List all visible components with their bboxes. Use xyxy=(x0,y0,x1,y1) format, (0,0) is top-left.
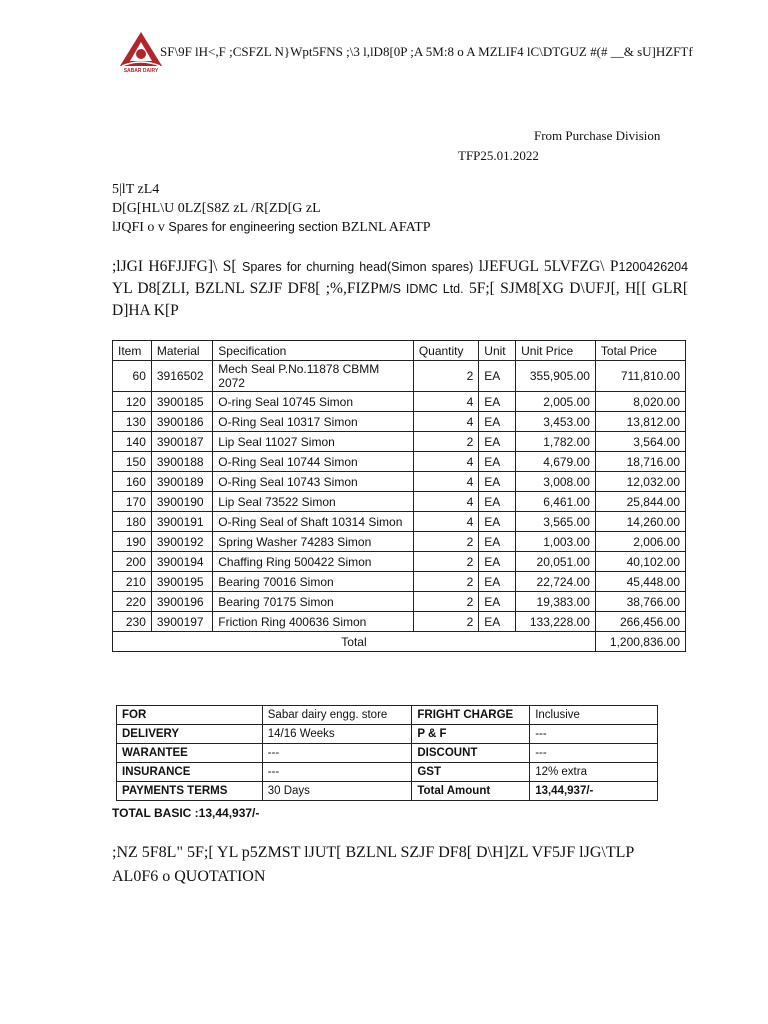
cell-material-code: 3900194 xyxy=(151,552,212,572)
cell-quantity: 4 xyxy=(413,512,478,532)
cell-unit-price: 355,905.00 xyxy=(516,361,596,392)
total-value: 1,200,836.00 xyxy=(595,632,685,652)
cell-quantity: 4 xyxy=(413,412,478,432)
from-division: From Purchase Division xyxy=(534,128,661,143)
term-value: Sabar dairy engg. store xyxy=(262,706,412,725)
cell-total-price: 18,716.00 xyxy=(595,452,685,472)
address-line-2: D[G[HL\U 0LZ[S8Z zL /R[ZD[G zL xyxy=(112,201,321,216)
term-label: DELIVERY xyxy=(117,725,263,744)
cell-quantity: 4 xyxy=(413,392,478,412)
para-part-4: YL D8[ZLI, BZLNL SZJF DF8[ ;%,FIZP xyxy=(112,280,379,297)
cell-total-price: 25,844.00 xyxy=(595,492,685,512)
term-label: PAYMENTS TERMS xyxy=(117,782,263,801)
term-label: INSURANCE xyxy=(117,763,263,782)
cell-quantity: 2 xyxy=(413,572,478,592)
cell-unit: EA xyxy=(479,592,516,612)
cell-unit: EA xyxy=(479,452,516,472)
cell-item-no: 220 xyxy=(113,592,152,612)
col-header-total-price: Total Price xyxy=(595,341,685,361)
cell-item-no: 200 xyxy=(113,552,152,572)
cell-total-price: 38,766.00 xyxy=(595,592,685,612)
term-value: 14/16 Weeks xyxy=(262,725,412,744)
cell-total-price: 3,564.00 xyxy=(595,432,685,452)
cell-material-code: 3900191 xyxy=(151,512,212,532)
cell-specification: O-Ring Seal of Shaft 10314 Simon xyxy=(213,512,414,532)
cell-specification: Lip Seal 11027 Simon xyxy=(213,432,414,452)
cell-item-no: 140 xyxy=(113,432,152,452)
cell-unit-price: 6,461.00 xyxy=(516,492,596,512)
cell-unit-price: 19,383.00 xyxy=(516,592,596,612)
table-row xyxy=(113,532,686,552)
cell-material-code: 3900185 xyxy=(151,392,212,412)
cell-quantity: 2 xyxy=(413,361,478,392)
col-header-unit-price: Unit Price xyxy=(516,341,596,361)
cell-material-code: 3900192 xyxy=(151,532,212,552)
cell-quantity: 2 xyxy=(413,592,478,612)
term-value: 30 Days xyxy=(262,782,412,801)
term-value: 13,44,937/- xyxy=(530,782,658,801)
cell-quantity: 4 xyxy=(413,472,478,492)
items-table xyxy=(112,340,686,652)
total-label: Total xyxy=(113,632,596,652)
cell-material-code: 3900186 xyxy=(151,412,212,432)
term-label: GST xyxy=(412,763,530,782)
cell-quantity: 4 xyxy=(413,492,478,512)
term-label: WARANTEE xyxy=(117,744,263,763)
col-header-quantity: Quantity xyxy=(413,341,478,361)
total-basic: TOTAL BASIC :13,44,937/- xyxy=(112,806,260,820)
cell-unit: EA xyxy=(479,392,516,412)
table-row xyxy=(113,432,686,452)
cell-item-no: 230 xyxy=(113,612,152,632)
cell-item-no: 130 xyxy=(113,412,152,432)
cell-specification: O-Ring Seal 10317 Simon xyxy=(213,412,414,432)
cell-total-price: 13,812.00 xyxy=(595,412,685,432)
cell-material-code: 3900188 xyxy=(151,452,212,472)
cell-total-price: 45,448.00 xyxy=(595,572,685,592)
cell-unit-price: 133,228.00 xyxy=(516,612,596,632)
logo-caption: SABAR DAIRY xyxy=(123,68,159,74)
items-total-row xyxy=(113,632,686,652)
cell-specification: Chaffing Ring 500422 Simon xyxy=(213,552,414,572)
cell-item-no: 180 xyxy=(113,512,152,532)
po-number: 1200426204 xyxy=(618,260,689,274)
table-row xyxy=(117,725,658,744)
cell-specification: Bearing 70016 Simon xyxy=(213,572,414,592)
cell-total-price: 40,102.00 xyxy=(595,552,685,572)
cell-unit-price: 2,005.00 xyxy=(516,392,596,412)
table-row xyxy=(117,706,658,725)
cell-material-code: 3900195 xyxy=(151,572,212,592)
cell-quantity: 2 xyxy=(413,532,478,552)
cell-unit: EA xyxy=(479,552,516,572)
cell-material-code: 3900189 xyxy=(151,472,212,492)
vendor-name: M/S IDMC Ltd. xyxy=(378,282,464,296)
cell-unit: EA xyxy=(479,512,516,532)
cell-unit-price: 1,003.00 xyxy=(516,532,596,552)
table-row xyxy=(113,512,686,532)
cell-total-price: 14,260.00 xyxy=(595,512,685,532)
cell-unit-price: 3,453.00 xyxy=(516,412,596,432)
term-value: --- xyxy=(262,744,412,763)
table-row xyxy=(113,572,686,592)
term-value: --- xyxy=(530,744,658,763)
cell-unit-price: 3,008.00 xyxy=(516,472,596,492)
para-part-1: ;lJGI H6FJJFG]\ S[ xyxy=(112,258,237,275)
cell-unit: EA xyxy=(479,412,516,432)
table-row xyxy=(113,592,686,612)
cell-specification: O-Ring Seal 10744 Simon xyxy=(213,452,414,472)
cell-unit-price: 20,051.00 xyxy=(516,552,596,572)
cell-item-no: 210 xyxy=(113,572,152,592)
cell-unit-price: 1,782.00 xyxy=(516,432,596,452)
para-part-5: 5F;[ SJM8[XG D\UFJ[, H[[ GLR[ D]HA K[P xyxy=(112,280,688,319)
col-header-material: Material xyxy=(151,341,212,361)
header-address-line: SF\9F lH<,F ;CSFZL N}Wpt5FNS ;\3 l,lD8[0P ;A 5M:8 o A MZLIF4 lC\DTGUZ #(# __& sU]HZFTf xyxy=(160,44,693,59)
cell-unit: EA xyxy=(479,532,516,552)
cell-total-price: 266,456.00 xyxy=(595,612,685,632)
table-row xyxy=(113,452,686,472)
col-header-specification: Specification xyxy=(213,341,414,361)
cell-item-no: 160 xyxy=(113,472,152,492)
cell-quantity: 2 xyxy=(413,552,478,572)
cell-total-price: 2,006.00 xyxy=(595,532,685,552)
cell-specification: Friction Ring 400636 Simon xyxy=(213,612,414,632)
para-part-2: Spares for churning head(Simon spares) xyxy=(241,260,474,274)
term-value: Inclusive xyxy=(530,706,658,725)
cell-total-price: 8,020.00 xyxy=(595,392,685,412)
cell-quantity: 4 xyxy=(413,452,478,472)
body-paragraph xyxy=(112,256,688,322)
table-row xyxy=(113,412,686,432)
cell-material-code: 3916502 xyxy=(151,361,212,392)
cell-material-code: 3900197 xyxy=(151,612,212,632)
table-row xyxy=(113,492,686,512)
term-value: 12% extra xyxy=(530,763,658,782)
term-label: Total Amount xyxy=(412,782,530,801)
para-part-3: lJEFUGL 5LVFZG\ P xyxy=(478,258,619,275)
subject-line xyxy=(112,220,431,236)
table-row xyxy=(113,612,686,632)
cell-specification: Mech Seal P.No.11878 CBMM 2072 xyxy=(213,361,414,392)
col-header-item: Item xyxy=(113,341,152,361)
subject-tail: BZLNL AFATP xyxy=(341,220,431,235)
cell-item-no: 60 xyxy=(113,361,152,392)
cell-material-code: 3900190 xyxy=(151,492,212,512)
cell-material-code: 3900196 xyxy=(151,592,212,612)
reference-date: TFP25.01.2022 xyxy=(458,148,539,163)
subject-prefix: lJQFI o v xyxy=(112,220,165,235)
cell-total-price: 12,032.00 xyxy=(595,472,685,492)
table-row xyxy=(117,744,658,763)
sabar-dairy-logo xyxy=(116,30,166,76)
cell-unit: EA xyxy=(479,361,516,392)
closing-line-2: AL0F6 o QUOTATION xyxy=(112,868,266,885)
term-value: --- xyxy=(530,725,658,744)
logo-emblem-icon xyxy=(116,30,166,70)
term-label: DISCOUNT xyxy=(412,744,530,763)
cell-specification: Spring Washer 74283 Simon xyxy=(213,532,414,552)
closing-line-1: ;NZ 5F8L" 5F;[ YL p5ZMST lJUT[ BZLNL SZJF DF8[ D\H]ZL VF5JF lJG\TLP xyxy=(112,844,635,861)
table-row xyxy=(117,763,658,782)
cell-specification: O-Ring Seal 10743 Simon xyxy=(213,472,414,492)
terms-table xyxy=(116,705,658,801)
cell-item-no: 190 xyxy=(113,532,152,552)
cell-material-code: 3900187 xyxy=(151,432,212,452)
table-row xyxy=(113,552,686,572)
table-row xyxy=(113,392,686,412)
cell-total-price: 711,810.00 xyxy=(595,361,685,392)
term-label: FRIGHT CHARGE xyxy=(412,706,530,725)
cell-unit-price: 4,679.00 xyxy=(516,452,596,472)
cell-specification: Bearing 70175 Simon xyxy=(213,592,414,612)
cell-item-no: 120 xyxy=(113,392,152,412)
cell-unit-price: 22,724.00 xyxy=(516,572,596,592)
cell-specification: O-ring Seal 10745 Simon xyxy=(213,392,414,412)
term-value: --- xyxy=(262,763,412,782)
col-header-unit: Unit xyxy=(479,341,516,361)
table-row xyxy=(113,361,686,392)
address-line-1: 5|lT zL4 xyxy=(112,182,160,197)
cell-unit: EA xyxy=(479,492,516,512)
cell-unit-price: 3,565.00 xyxy=(516,512,596,532)
cell-unit: EA xyxy=(479,572,516,592)
term-label: FOR xyxy=(117,706,263,725)
cell-item-no: 150 xyxy=(113,452,152,472)
cell-unit: EA xyxy=(479,472,516,492)
items-header-row xyxy=(113,341,686,361)
cell-item-no: 170 xyxy=(113,492,152,512)
cell-specification: Lip Seal 73522 Simon xyxy=(213,492,414,512)
closing-text xyxy=(112,841,692,889)
table-row xyxy=(113,472,686,492)
cell-quantity: 2 xyxy=(413,612,478,632)
subject-text: Spares for engineering section xyxy=(168,220,338,234)
cell-quantity: 2 xyxy=(413,432,478,452)
cell-unit: EA xyxy=(479,432,516,452)
term-label: P & F xyxy=(412,725,530,744)
cell-unit: EA xyxy=(479,612,516,632)
table-row xyxy=(117,782,658,801)
